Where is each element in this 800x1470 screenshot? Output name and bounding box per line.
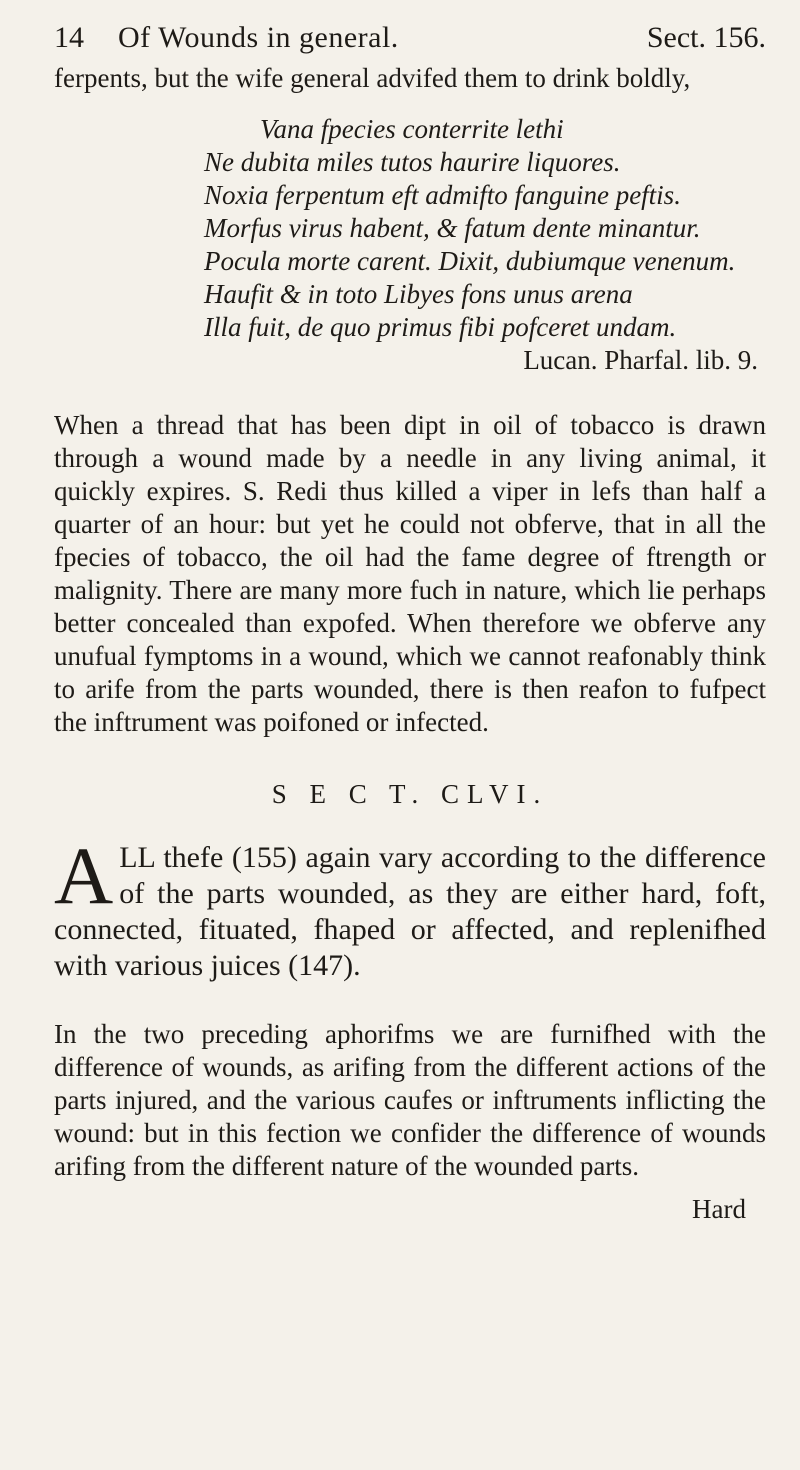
latin-verse — [54, 113, 766, 344]
page-number: 14 — [54, 21, 84, 54]
section-heading: S E C T. CLVI. — [271, 779, 549, 809]
running-head — [54, 18, 766, 58]
verse-line: Illa fuit, de quo primus fibi pofceret undam. — [204, 312, 677, 342]
opening-text: ferpents, but the wife general advifed them to drink boldly, — [54, 63, 691, 93]
verse-line: Morfus virus habent, & fatum dente minantur. — [204, 213, 701, 243]
paragraph-tobacco: When a thread that has been dipt in oil of tobacco is drawn through a wound made by a needle in any living animal, it quickly expires. S. Redi thus killed a viper in lefs than half a quarter of an hour: but yet he could not obferve, that in all the fpecies of tobacco, the oil had the fame degree of ftrength or malignity. There are many more fuch in nature, which lie perhaps better concealed than expofed. When therefore we obferve any unufual fymptoms in a wound, which we cannot reafonably think to arife from the parts wounded, there is then reafon to fufpect the inftrument was poifoned or infected. — [54, 410, 766, 737]
drop-cap: A — [54, 830, 114, 921]
aphorism-text — [54, 830, 766, 984]
catchword: Hard — [692, 1194, 746, 1224]
verse-line: Ne dubita miles tutos haurire liquores. — [204, 147, 621, 177]
verse-source: Lucan. Pharfal. lib. 9. — [523, 345, 758, 375]
verse-line: Noxia ferpentum eft admifto fanguine peftis. — [204, 180, 681, 210]
verse-line: Pocula morte carent. Dixit, dubiumque venenum. — [204, 246, 736, 276]
paragraph-commentary: In the two preceding aphorifms we are furnifhed with the difference of wounds, as arifing from the different actions of the parts injured, and the various caufes or inftruments inflicting the wound: but in this fection we confider the difference of wounds arifing from the different nature of the wounded parts. — [54, 1019, 766, 1181]
section-reference: Sect. 156. — [646, 21, 766, 54]
running-title: Of Wounds in general. — [118, 21, 399, 54]
verse-line: Vana fpecies conterrite lethi — [260, 114, 564, 144]
verse-line: Haufit & in toto Libyes fons unus arena — [204, 279, 633, 309]
aphorism-body: LL thefe (155) again vary according to the difference of the parts wounded, as they are either hard, foft, connected, fituated, fhaped or affected, and replenifhed with various juices (147). — [54, 841, 766, 982]
